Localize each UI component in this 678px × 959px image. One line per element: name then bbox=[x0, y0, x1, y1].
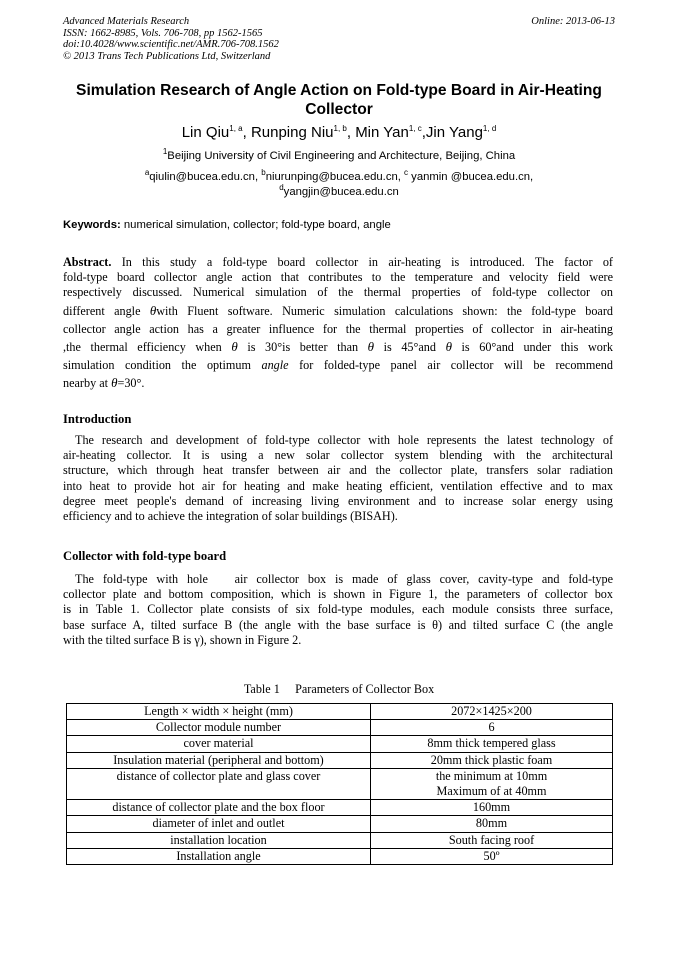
table-cell-line: the minimum at 10mm bbox=[435, 768, 548, 783]
intro-line: degree meet people's demand of increasing living environment and to increase solar energy using bbox=[63, 493, 613, 508]
author-emails bbox=[60, 170, 618, 200]
emails-line-2 bbox=[60, 185, 618, 200]
intro-line: air-heating collector. It is using a new solar collector system blending with the architectural bbox=[63, 448, 613, 463]
table-cell: Installation angle bbox=[67, 848, 371, 864]
abstract-italic: angle bbox=[261, 357, 289, 372]
table-row bbox=[67, 752, 613, 768]
collector-line: base surface A, tilted surface B (the angle with the base surface is θ) and tilted surface C (the angle bbox=[63, 617, 613, 632]
theta-symbol: θ bbox=[445, 338, 452, 354]
table-cell: 80mm bbox=[371, 816, 613, 832]
abstract-line bbox=[63, 337, 613, 358]
table-cell: 160mm bbox=[371, 800, 613, 816]
table-cell bbox=[67, 768, 371, 799]
table-cell: installation location bbox=[67, 832, 371, 848]
author-sep: , bbox=[242, 124, 251, 141]
table-row bbox=[67, 800, 613, 816]
abstract-text: is 45°and bbox=[374, 339, 446, 354]
abstract-line: collector angle action has a greater influence for the thermal properties of collector in air-heating bbox=[63, 321, 613, 336]
table-cell: diameter of inlet and outlet bbox=[67, 816, 371, 832]
table-row bbox=[67, 816, 613, 832]
abstract-text: is 30°is better than bbox=[247, 339, 368, 354]
abstract-text: In this study a fold-type board collector in air-heating is introduced. The factor of bbox=[111, 255, 613, 269]
table-row bbox=[67, 704, 613, 720]
table-cell: 2072×1425×200 bbox=[371, 704, 613, 720]
collector-body bbox=[63, 572, 613, 648]
keywords-label: Keywords: bbox=[63, 219, 121, 231]
author-name: Min Yan bbox=[355, 124, 409, 141]
email-sup: c bbox=[404, 168, 409, 178]
table-cell: Length × width × height (mm) bbox=[67, 704, 371, 720]
paper-title bbox=[40, 81, 638, 119]
abstract-line bbox=[63, 301, 613, 322]
abstract-line bbox=[63, 255, 613, 270]
introduction-heading: Introduction bbox=[63, 412, 132, 426]
title-line-1: Simulation Research of Angle Action on Fold-type Board in Air-Heating bbox=[76, 82, 602, 99]
intro-line: structure, which through heat transfer between air and the collector plate, transfers solar radiation bbox=[63, 463, 613, 478]
journal-header bbox=[63, 16, 279, 62]
abstract-text: simulation condition the optimum bbox=[63, 357, 262, 372]
author-list bbox=[40, 124, 638, 141]
collector-line: collector plate and bottom composition, which is shown in Figure 1, the parameters of collector box bbox=[63, 587, 613, 602]
affiliation-sup: 1 bbox=[162, 147, 168, 157]
title-line-2: Collector bbox=[305, 101, 373, 118]
intro-line: efficiency and to achieve the integration of solar buildings (BISAH). bbox=[63, 508, 398, 523]
author-name: Jin Yang bbox=[425, 124, 483, 141]
table-cell: 50º bbox=[371, 848, 613, 864]
table-cell: Insulation material (peripheral and bottom) bbox=[67, 752, 371, 768]
author-name: Runping Niu bbox=[250, 124, 334, 141]
table-cell: cover material bbox=[67, 736, 371, 752]
author-sup: 1, b bbox=[333, 124, 347, 133]
journal-name: Advanced Materials Research bbox=[63, 16, 190, 27]
abstract-line: respectively discussed. Numerical simulation of the thermal properties of fold-type collector on bbox=[63, 285, 613, 300]
table-cell: 8mm thick tempered glass bbox=[371, 736, 613, 752]
collector-heading: Collector with fold-type board bbox=[63, 549, 227, 563]
theta-symbol: θ bbox=[149, 302, 157, 318]
journal-doi: doi:10.4028/www.scientific.net/AMR.706-708.1562 bbox=[63, 39, 279, 50]
affiliation-text: Beijing University of Civil Engineering and Architecture, Beijing, China bbox=[167, 150, 516, 162]
abstract-text: for folded-type panel air collector will be recommend bbox=[288, 357, 613, 372]
theta-symbol: θ bbox=[367, 338, 375, 354]
abstract-line bbox=[63, 358, 613, 373]
table-cell: Collector module number bbox=[67, 720, 371, 736]
abstract-line: fold-type board collector angle action that contributes to the temperature and velocity field were bbox=[63, 270, 613, 285]
intro-line: into heat to provide hot air for heating and make heating efficient, ventilation effective and to max bbox=[63, 478, 613, 493]
author-sup: 1, a bbox=[229, 124, 243, 133]
keywords-text: numerical simulation, collector; fold-type board, angle bbox=[120, 219, 391, 231]
table-row bbox=[67, 832, 613, 848]
keywords bbox=[63, 219, 391, 231]
theta-symbol: θ bbox=[231, 338, 238, 354]
abstract-label: Abstract. bbox=[63, 255, 112, 269]
intro-line: The research and development of fold-type collector with hole represents the latest technology of bbox=[75, 433, 613, 447]
email-link[interactable]: yanmin @bucea.edu.cn, bbox=[408, 171, 534, 183]
collector-line: The fold-type with hole air collector box is made of glass cover, cavity-type and fold-type bbox=[75, 572, 613, 586]
theta-symbol: θ bbox=[111, 374, 118, 390]
table-cell-line: Maximum of at 40mm bbox=[436, 784, 547, 799]
author-sup: 1, d bbox=[482, 124, 497, 133]
collector-line: with the tilted surface B is γ), shown in Figure 2. bbox=[63, 632, 302, 647]
journal-copyright: © 2013 Trans Tech Publications Ltd, Switzerland bbox=[63, 50, 271, 62]
table-cell-line bbox=[67, 784, 370, 799]
author-sup: 1, c bbox=[408, 124, 422, 133]
table-cell-line: distance of collector plate and glass cover bbox=[116, 768, 321, 783]
author-name: Lin Qiu bbox=[181, 124, 230, 141]
email-sup: d bbox=[279, 183, 284, 193]
introduction-body bbox=[63, 433, 613, 524]
parameters-table bbox=[66, 703, 613, 865]
abstract-text: nearby at bbox=[63, 375, 112, 390]
emails-line-1 bbox=[60, 170, 618, 185]
email-sup: a bbox=[144, 168, 150, 178]
abstract-text: with Fluent software. Numeric simulation calculations shown: the fold-type board bbox=[156, 303, 613, 318]
journal-issn: ISSN: 1662-8985, Vols. 706-708, pp 1562-1565 bbox=[63, 27, 263, 39]
table-cell: distance of collector plate and the box floor bbox=[67, 800, 371, 816]
abstract-text: ,the thermal efficiency when bbox=[63, 339, 232, 354]
table-row bbox=[67, 720, 613, 736]
table-cell bbox=[371, 768, 613, 799]
table-cell: South facing roof bbox=[371, 832, 613, 848]
abstract-text: =30°. bbox=[117, 375, 145, 390]
abstract bbox=[63, 255, 613, 394]
email-link[interactable]: qiulin@bucea.edu.cn, bbox=[149, 171, 262, 183]
table-row bbox=[67, 848, 613, 864]
affiliation bbox=[40, 147, 638, 162]
online-date: Online: 2013-06-13 bbox=[531, 16, 615, 27]
abstract-text: different angle bbox=[63, 303, 150, 318]
author-sep: , bbox=[421, 124, 426, 141]
email-link[interactable]: yangjin@bucea.edu.cn bbox=[283, 186, 399, 198]
table-caption: Table 1 Parameters of Collector Box bbox=[243, 682, 435, 696]
abstract-line bbox=[63, 373, 613, 394]
email-sup: b bbox=[261, 168, 266, 178]
table-row bbox=[67, 768, 613, 799]
table-row bbox=[67, 736, 613, 752]
table-cell: 6 bbox=[371, 720, 613, 736]
collector-line: is in Table 1. Collector plate consists of six fold-type modules, each module consists three surface, bbox=[63, 602, 613, 617]
abstract-text: is 60°and under this work bbox=[451, 339, 614, 354]
email-link[interactable]: niurunping@bucea.edu.cn, bbox=[265, 171, 405, 183]
author-sep: , bbox=[346, 124, 356, 141]
table-cell: 20mm thick plastic foam bbox=[371, 752, 613, 768]
